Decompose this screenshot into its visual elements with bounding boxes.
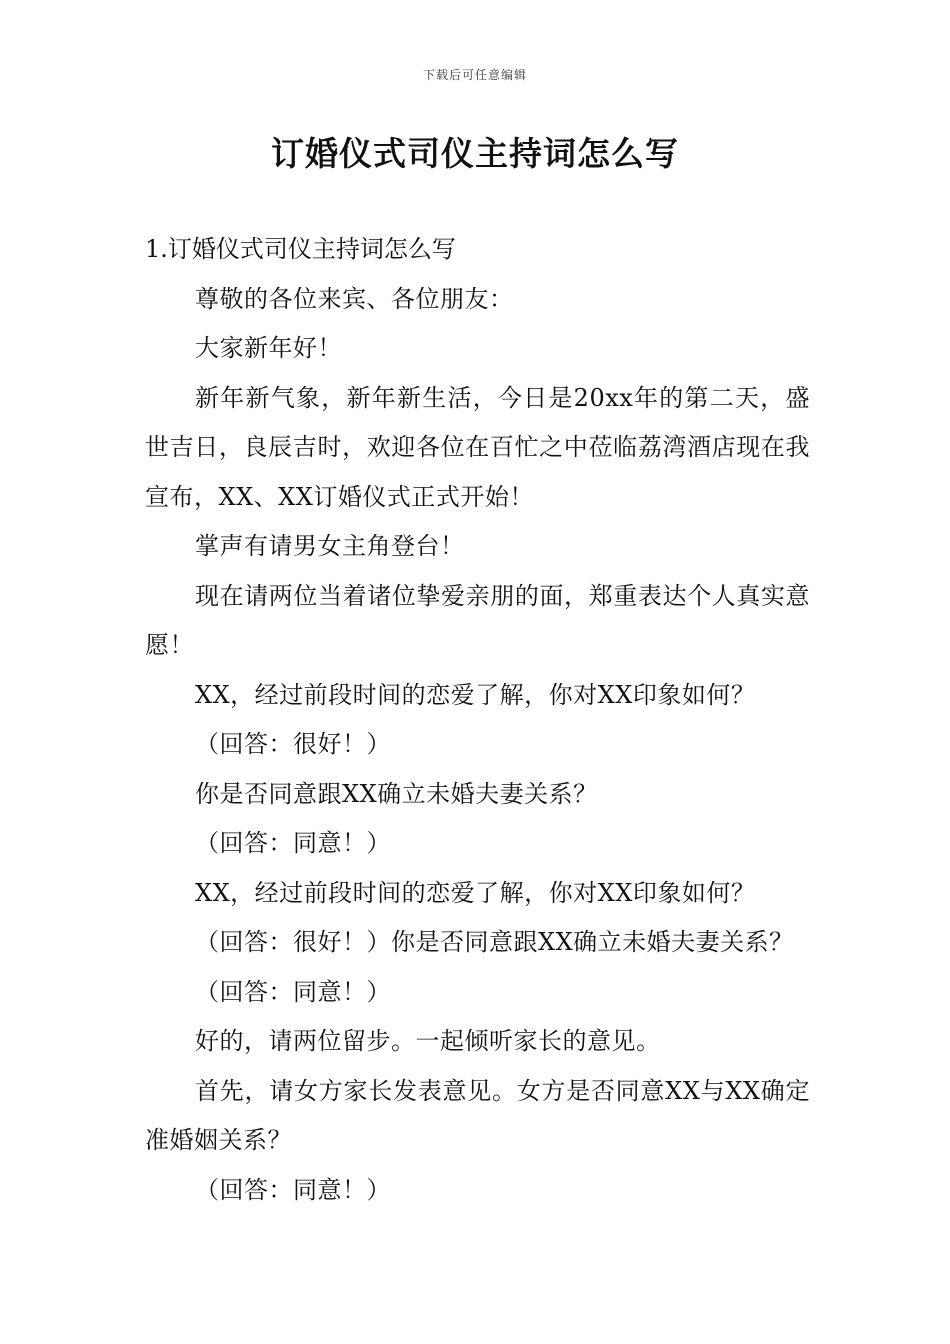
page-header-note: 下载后可任意编辑 [422,68,527,82]
paragraph-answer-good-1: （回答：很好！） [195,730,391,758]
paragraph-answer-agree-1: （回答：同意！） [195,829,391,857]
paragraph-greeting: 尊敬的各位来宾、各位朋友： [195,284,514,313]
paragraph-answer-agree-2: （回答：同意！） [195,977,391,1006]
paragraph-new-year: 大家新年好！ [195,334,342,362]
document-title: 订婚仪式司仪主持词怎么写 [271,134,679,173]
paragraph-invite-couple: 掌声有请男女主角登台！ [195,532,465,560]
section-heading: 1.订婚仪式司仪主持词怎么写 [145,235,456,263]
paragraph-express-wishes: 现在请两位当着诸位挚爱亲朋的面，郑重表达个人真实意愿！ [145,581,810,659]
paragraph-parents-opinion: 好的，请两位留步。一起倾听家长的意见。 [195,1027,661,1055]
paragraph-bride-family-question: 首先，请女方家长发表意见。女方是否同意XX与XX确定准婚姻关系？ [145,1076,810,1154]
paragraph-answer-and-question-2: （回答：很好！）你是否同意跟XX确立未婚夫妻关系？ [195,928,794,956]
paragraph-question-agree-1: 你是否同意跟XX确立未婚夫妻关系？ [195,779,598,808]
paragraph-question-impression-2: XX，经过前段时间的恋爱了解，你对XX印象如何？ [195,878,756,907]
paragraph-answer-agree-3: （回答：同意！） [195,1175,391,1204]
paragraph-question-impression-1: XX，经过前段时间的恋爱了解，你对XX印象如何？ [195,680,756,709]
document-body [145,225,810,1215]
paragraph-opening-announcement: 新年新气象，新年新生活，今日是20xx年的第二天，盛世吉日，良辰吉时，欢迎各位在百忙之中莅临荔湾酒店现在我宣布，XX、XX订婚仪式正式开始！ [145,383,810,511]
